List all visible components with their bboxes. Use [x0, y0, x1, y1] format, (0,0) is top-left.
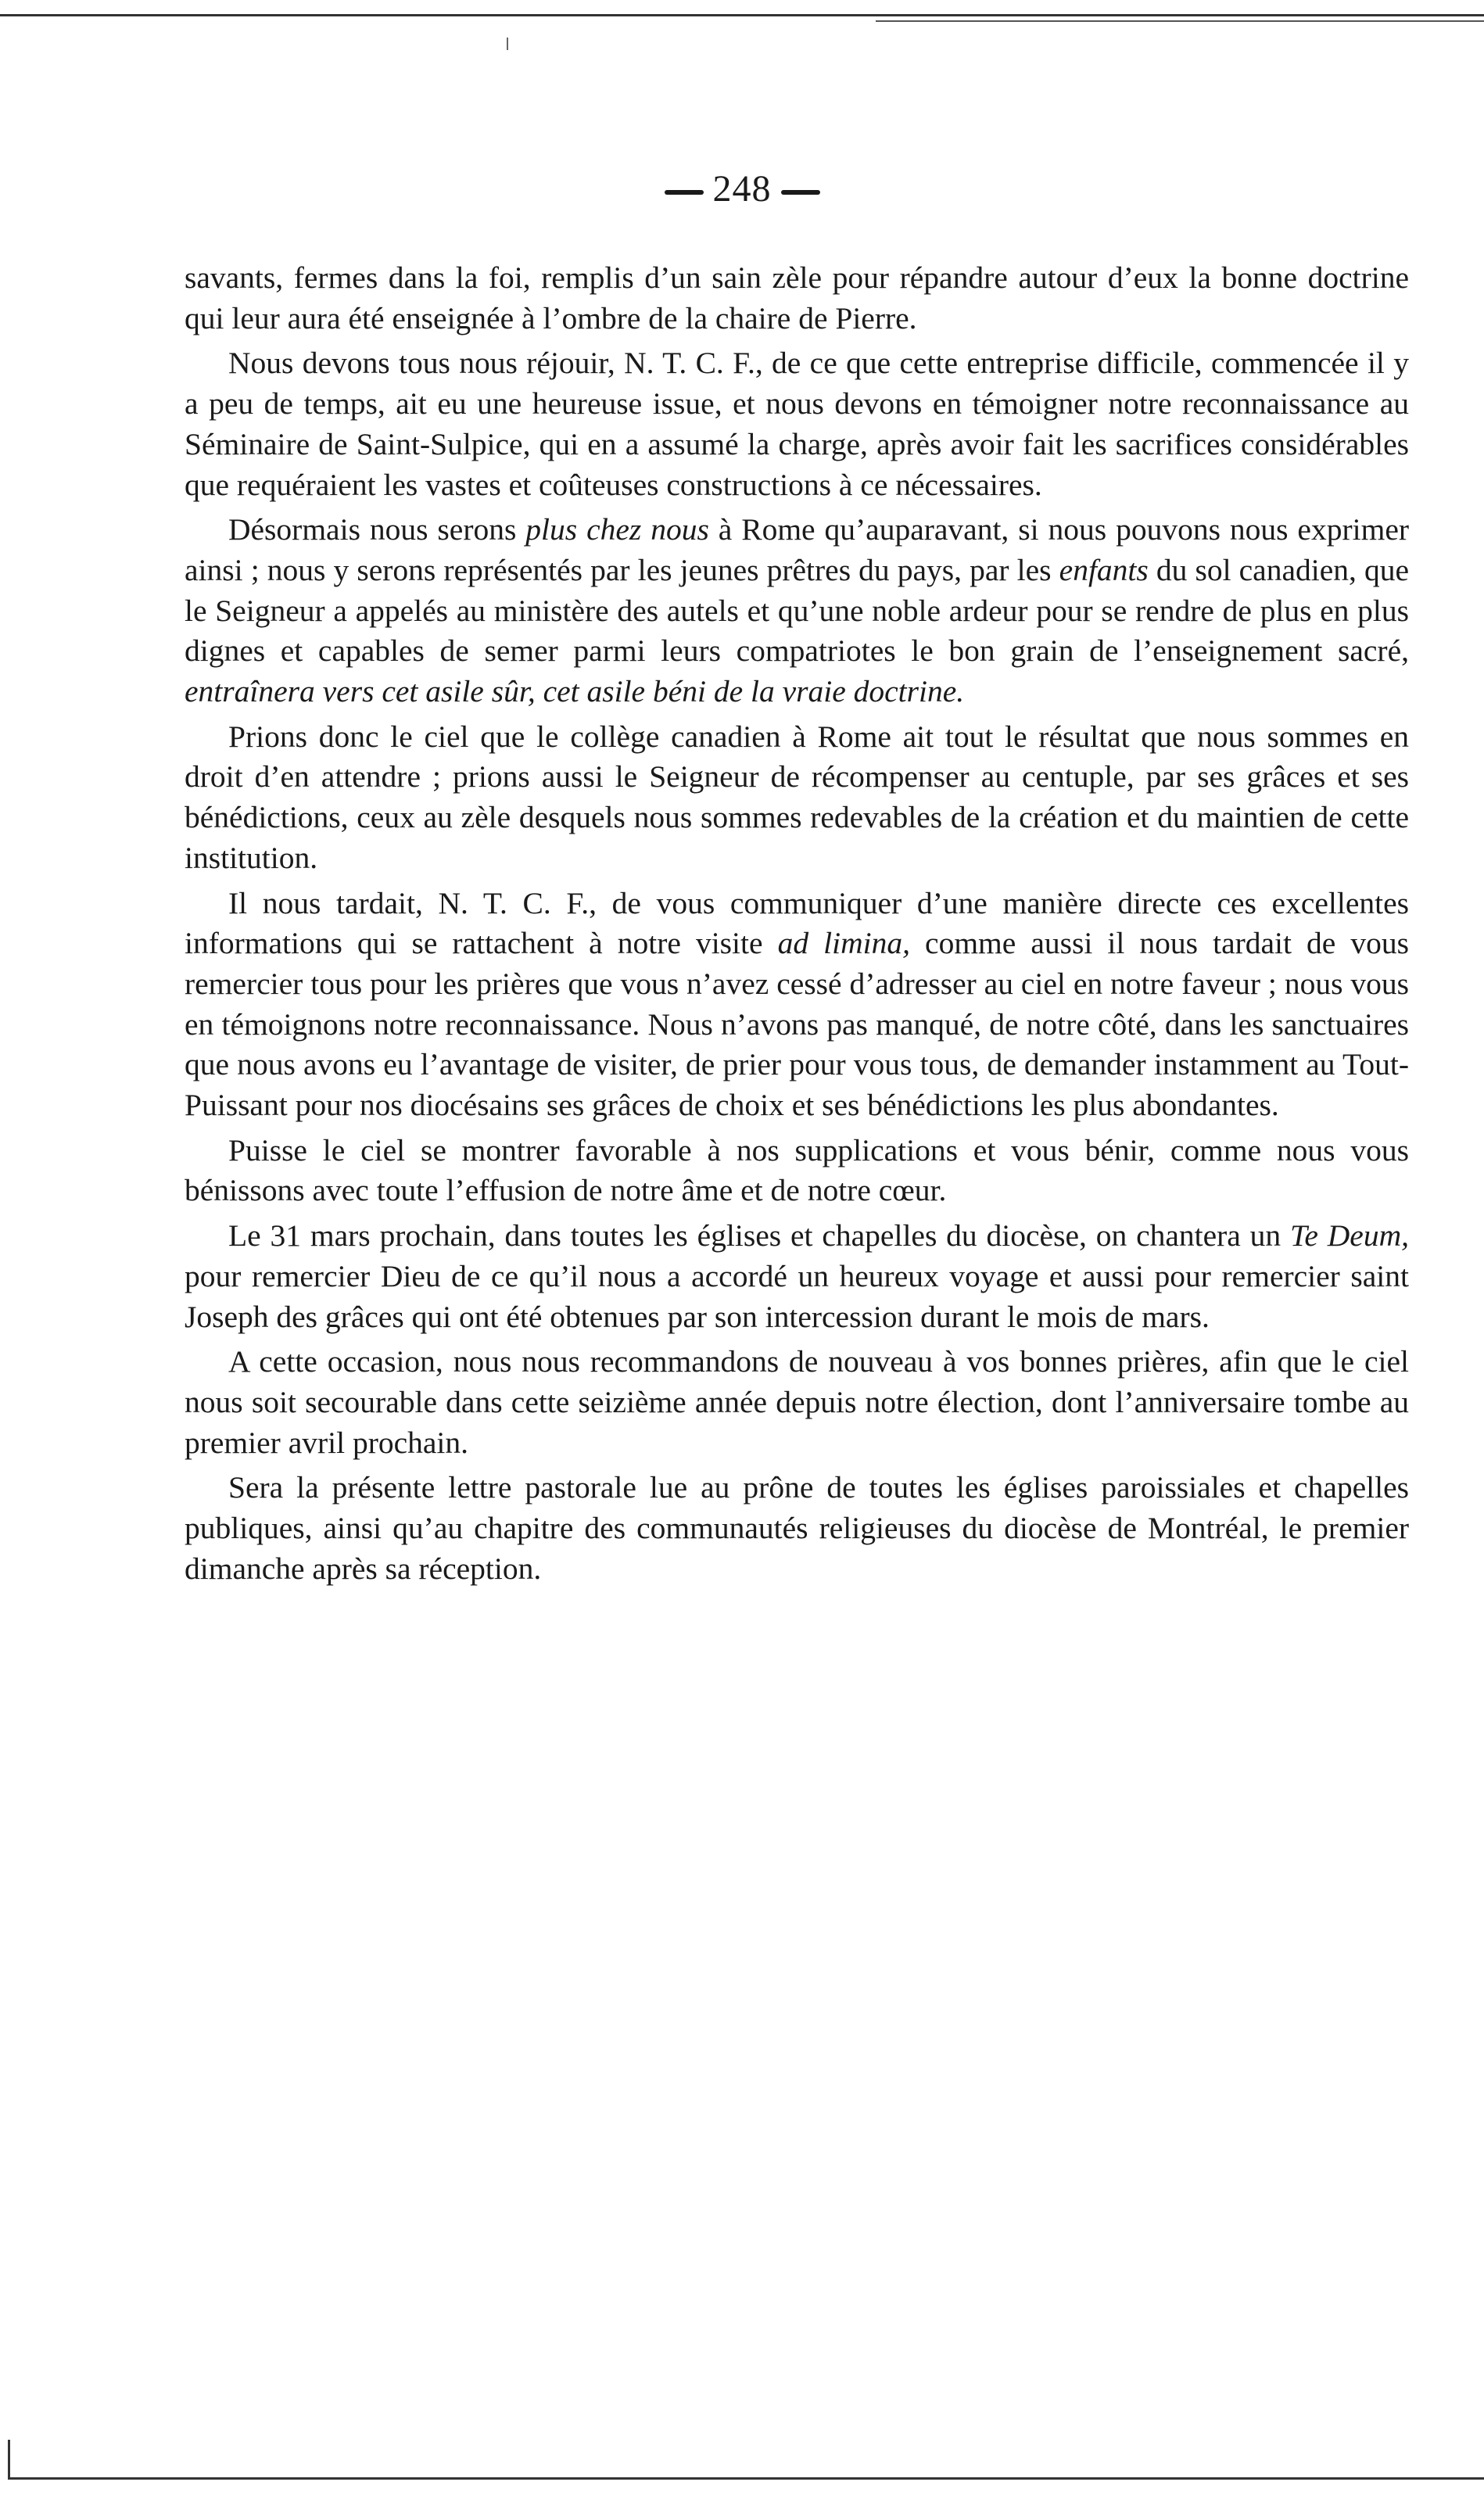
paragraph [185, 1342, 1409, 1463]
bottom-rule [8, 2477, 1484, 2480]
text-run: Nous devons tous nous réjouir, N. T. C. F., de ce que cette entreprise difficile, commencée il y a peu de temps, ait eu une heureuse issue, et nous devons en témoigner notre reconnaissance au Séminaire de Saint-Sulpice, qui en a assumé la charge, après avoir fait les sacrifices considérables que requéraient les vastes et coûteuses constructions à ce nécessaires. [185, 346, 1409, 502]
header-dash-left [665, 190, 704, 195]
text-run: Désormais nous serons [228, 512, 526, 547]
text-run: pour remercier Dieu de ce qu’il nous a accordé un heureux voyage et aussi pour remercier saint Joseph des grâces qui ont été obtenues par son intercession durant le mois de mars. [185, 1258, 1409, 1334]
page-number: 248 [712, 168, 772, 210]
text-run: savants, fermes dans la foi, remplis d’un sain zèle pour répandre autour d’eux la bonne doctrine qui leur aura été enseignée à l’ombre de la chaire de Pierre. [185, 260, 1409, 335]
paragraph [185, 1216, 1409, 1337]
paragraph [185, 510, 1409, 712]
header-dash-right [781, 190, 820, 195]
bottom-left-rule [8, 2440, 10, 2479]
text-run: Le 31 mars prochain, dans toutes les églises et chapelles du diocèse, on chantera un [228, 1218, 1291, 1254]
paragraph [185, 1468, 1409, 1589]
page-header [0, 166, 1484, 213]
text-run: à Rome qu’auparavant, si nous pouvons nous exprimer ainsi ; nous y serons représentés par les jeunes prêtres du pays, par les [185, 512, 1410, 587]
scan-mark [507, 38, 508, 50]
text-run: Sera la présente lettre pastorale lue au prône de toutes les églises paroissiales et chapelles publiques, ainsi qu’au chapitre des communautés religieuses du diocèse de Montréal, le premier dimanche après sa réception. [185, 1470, 1409, 1586]
italic-text: Te Deum, [1290, 1218, 1409, 1254]
text-run: A cette occasion, nous nous recommandons de nouveau à vos bonnes prières, afin que le ciel nous soit secourable dans cette seizième année depuis notre élection, dont l’anniversaire tombe au premier avril prochain. [185, 1344, 1409, 1460]
italic-text: enfants [1059, 552, 1149, 587]
paragraph [185, 258, 1409, 339]
top-rule [0, 14, 1484, 16]
top-rule-secondary [876, 20, 1484, 22]
paragraph [185, 717, 1409, 879]
italic-text: entraînera vers cet asile sûr, cet asile béni de la vraie doctrine. [185, 674, 965, 709]
italic-text: ad limina, [777, 926, 910, 961]
italic-text: plus chez nous [525, 512, 709, 547]
paragraph [185, 343, 1409, 505]
text-run: Puisse le ciel se montrer favorable à nos supplications et vous bénir, comme nous vous bénissons avec toute l’effusion de notre âme et de notre cœur. [185, 1132, 1409, 1208]
text-run: comme aussi il nous tardait de vous remercier tous pour les prières que vous n’avez cessé d’adresser au ciel en notre faveur ; nous vous en témoignons notre reconnaissance. Nous n’avons pas manqué, de notre côté, dans les sanctuaires que nous avons eu l’avantage de visiter, de prier pour vous tous, de demander instamment au Tout-Puissant pour nos diocésains ses grâces de choix et ses bénédictions les plus abondantes. [185, 926, 1409, 1123]
text-run: Prions donc le ciel que le collège canadien à Rome ait tout le résultat que nous sommes en droit d’en attendre ; prions aussi le Seigneur de récompenser au centuple, par ses grâces et ses bénédictions, ceux au zèle desquels nous sommes redevables de la création et du maintien de cette institution. [185, 719, 1409, 875]
text-run: Il nous tardait, N. T. C. F., de vous communiquer d’une manière directe ces excellentes informations qui se rattachent à notre visite [185, 885, 1409, 961]
body-text [185, 258, 1409, 1594]
text-run: du sol canadien, que le Seigneur a appelés au ministère des autels et qu’une noble ardeur pour se rendre de plus en plus dignes et capables de semer parmi leurs compatriotes le bon grain de l’enseignement sacré, [185, 552, 1409, 669]
paragraph [185, 884, 1409, 1126]
paragraph [185, 1131, 1409, 1211]
